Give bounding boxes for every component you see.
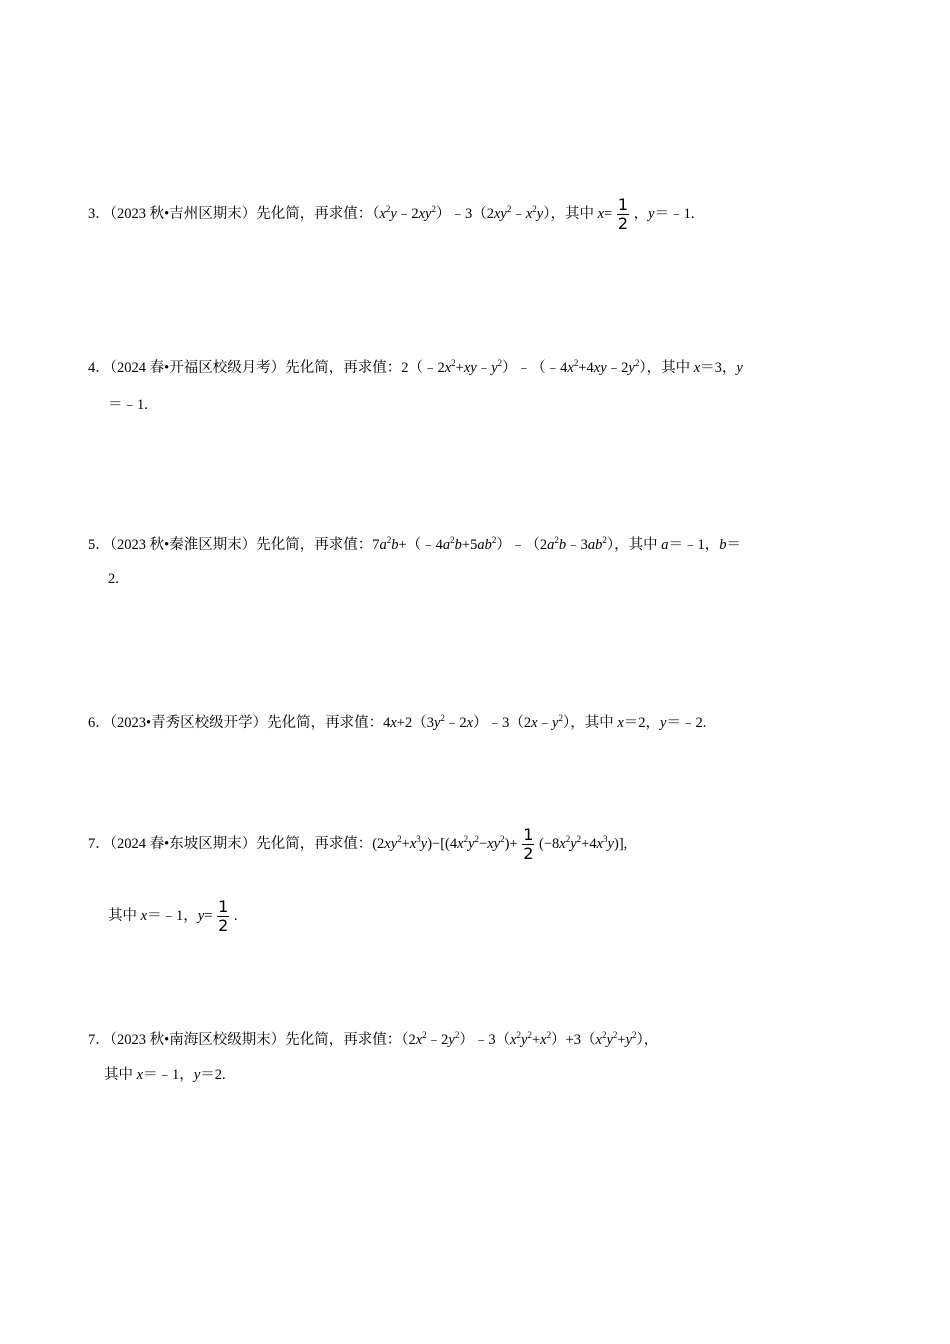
problem-3-text: 3．（2023 秋•吉州区期末）先化简，再求值：$(x^2y﹣2xy^2)﹣3(2xy^2﹣x^2y)$，其中 x= xyxy=(88,203,613,222)
problem-3-line-1 xyxy=(88,196,694,233)
problem-7a-line-1 xyxy=(88,826,627,863)
fraction-one-half: $\frac{1}{2}$ xyxy=(523,825,534,863)
problem-4-line-1 xyxy=(88,356,743,377)
problem-7b-line-1 xyxy=(88,1028,658,1049)
problem-7b-text: 7．（2023 秋•南海区校级期末）先化简，再求值：$(2x^2﹣2y^2)﹣3(x^2y^2+x^2)+3(x^2y^2+y^2)$， xyxy=(88,1030,659,1048)
problem-4-text-cont: ＝﹣1. xyxy=(108,397,148,413)
problem-4-line-2 xyxy=(108,393,148,414)
problem-7a-line-2 xyxy=(108,898,238,935)
problem-6-text: 6．（2023•青秀区校级开学）先化简，再求值：$4x+2(3y^2﹣2x)﹣3(2x﹣y^2)$，其中 x＝2，y＝﹣2. xyxy=(88,713,707,731)
problem-4-text: 4．（2024 春•开福区校级月考）先化简，再求值：$2(﹣2x^2+xy﹣y^2)﹣(﹣4x^2+4xy﹣2y^2)$，其中 x＝3，y xyxy=(88,358,743,376)
fraction-one-half: $\frac{1}{2}$ xyxy=(617,195,629,233)
fraction-one-half: $\frac{1}{2}$ xyxy=(218,897,229,935)
problem-7a-text: 7．（2024 春•东坡区期末）先化简，再求值：$(2xy^2+x^3y)-[(4x^2y^2-xy^2)+$ xyxy=(88,833,518,852)
problem-7a-text-cont: 其中 x＝﹣1，y= xyxy=(108,907,213,924)
problem-7a-text-cont-post: . xyxy=(233,907,238,924)
problem-7b-text-cont: 其中 x＝﹣1，y＝2. xyxy=(104,1067,226,1083)
problem-5-text: 5．（2023 秋•秦淮区期末）先化简，再求值：$7a^2b+(﹣4a^2b+5ab^2)﹣(2a^2b﹣3ab^2)$，其中 a＝﹣1，b＝ xyxy=(88,535,741,553)
problem-5-text-cont: 2. xyxy=(108,571,119,587)
problem-7b-line-2 xyxy=(104,1063,226,1084)
problem-3-text-post: ，y＝﹣1. xyxy=(633,205,695,222)
problem-6-line-1 xyxy=(88,711,706,732)
problem-5-line-2 xyxy=(108,571,119,588)
problem-7a-text-post: $(-8x^2y^2+4x^3y)$], xyxy=(539,833,628,852)
problem-5-line-1 xyxy=(88,533,741,554)
